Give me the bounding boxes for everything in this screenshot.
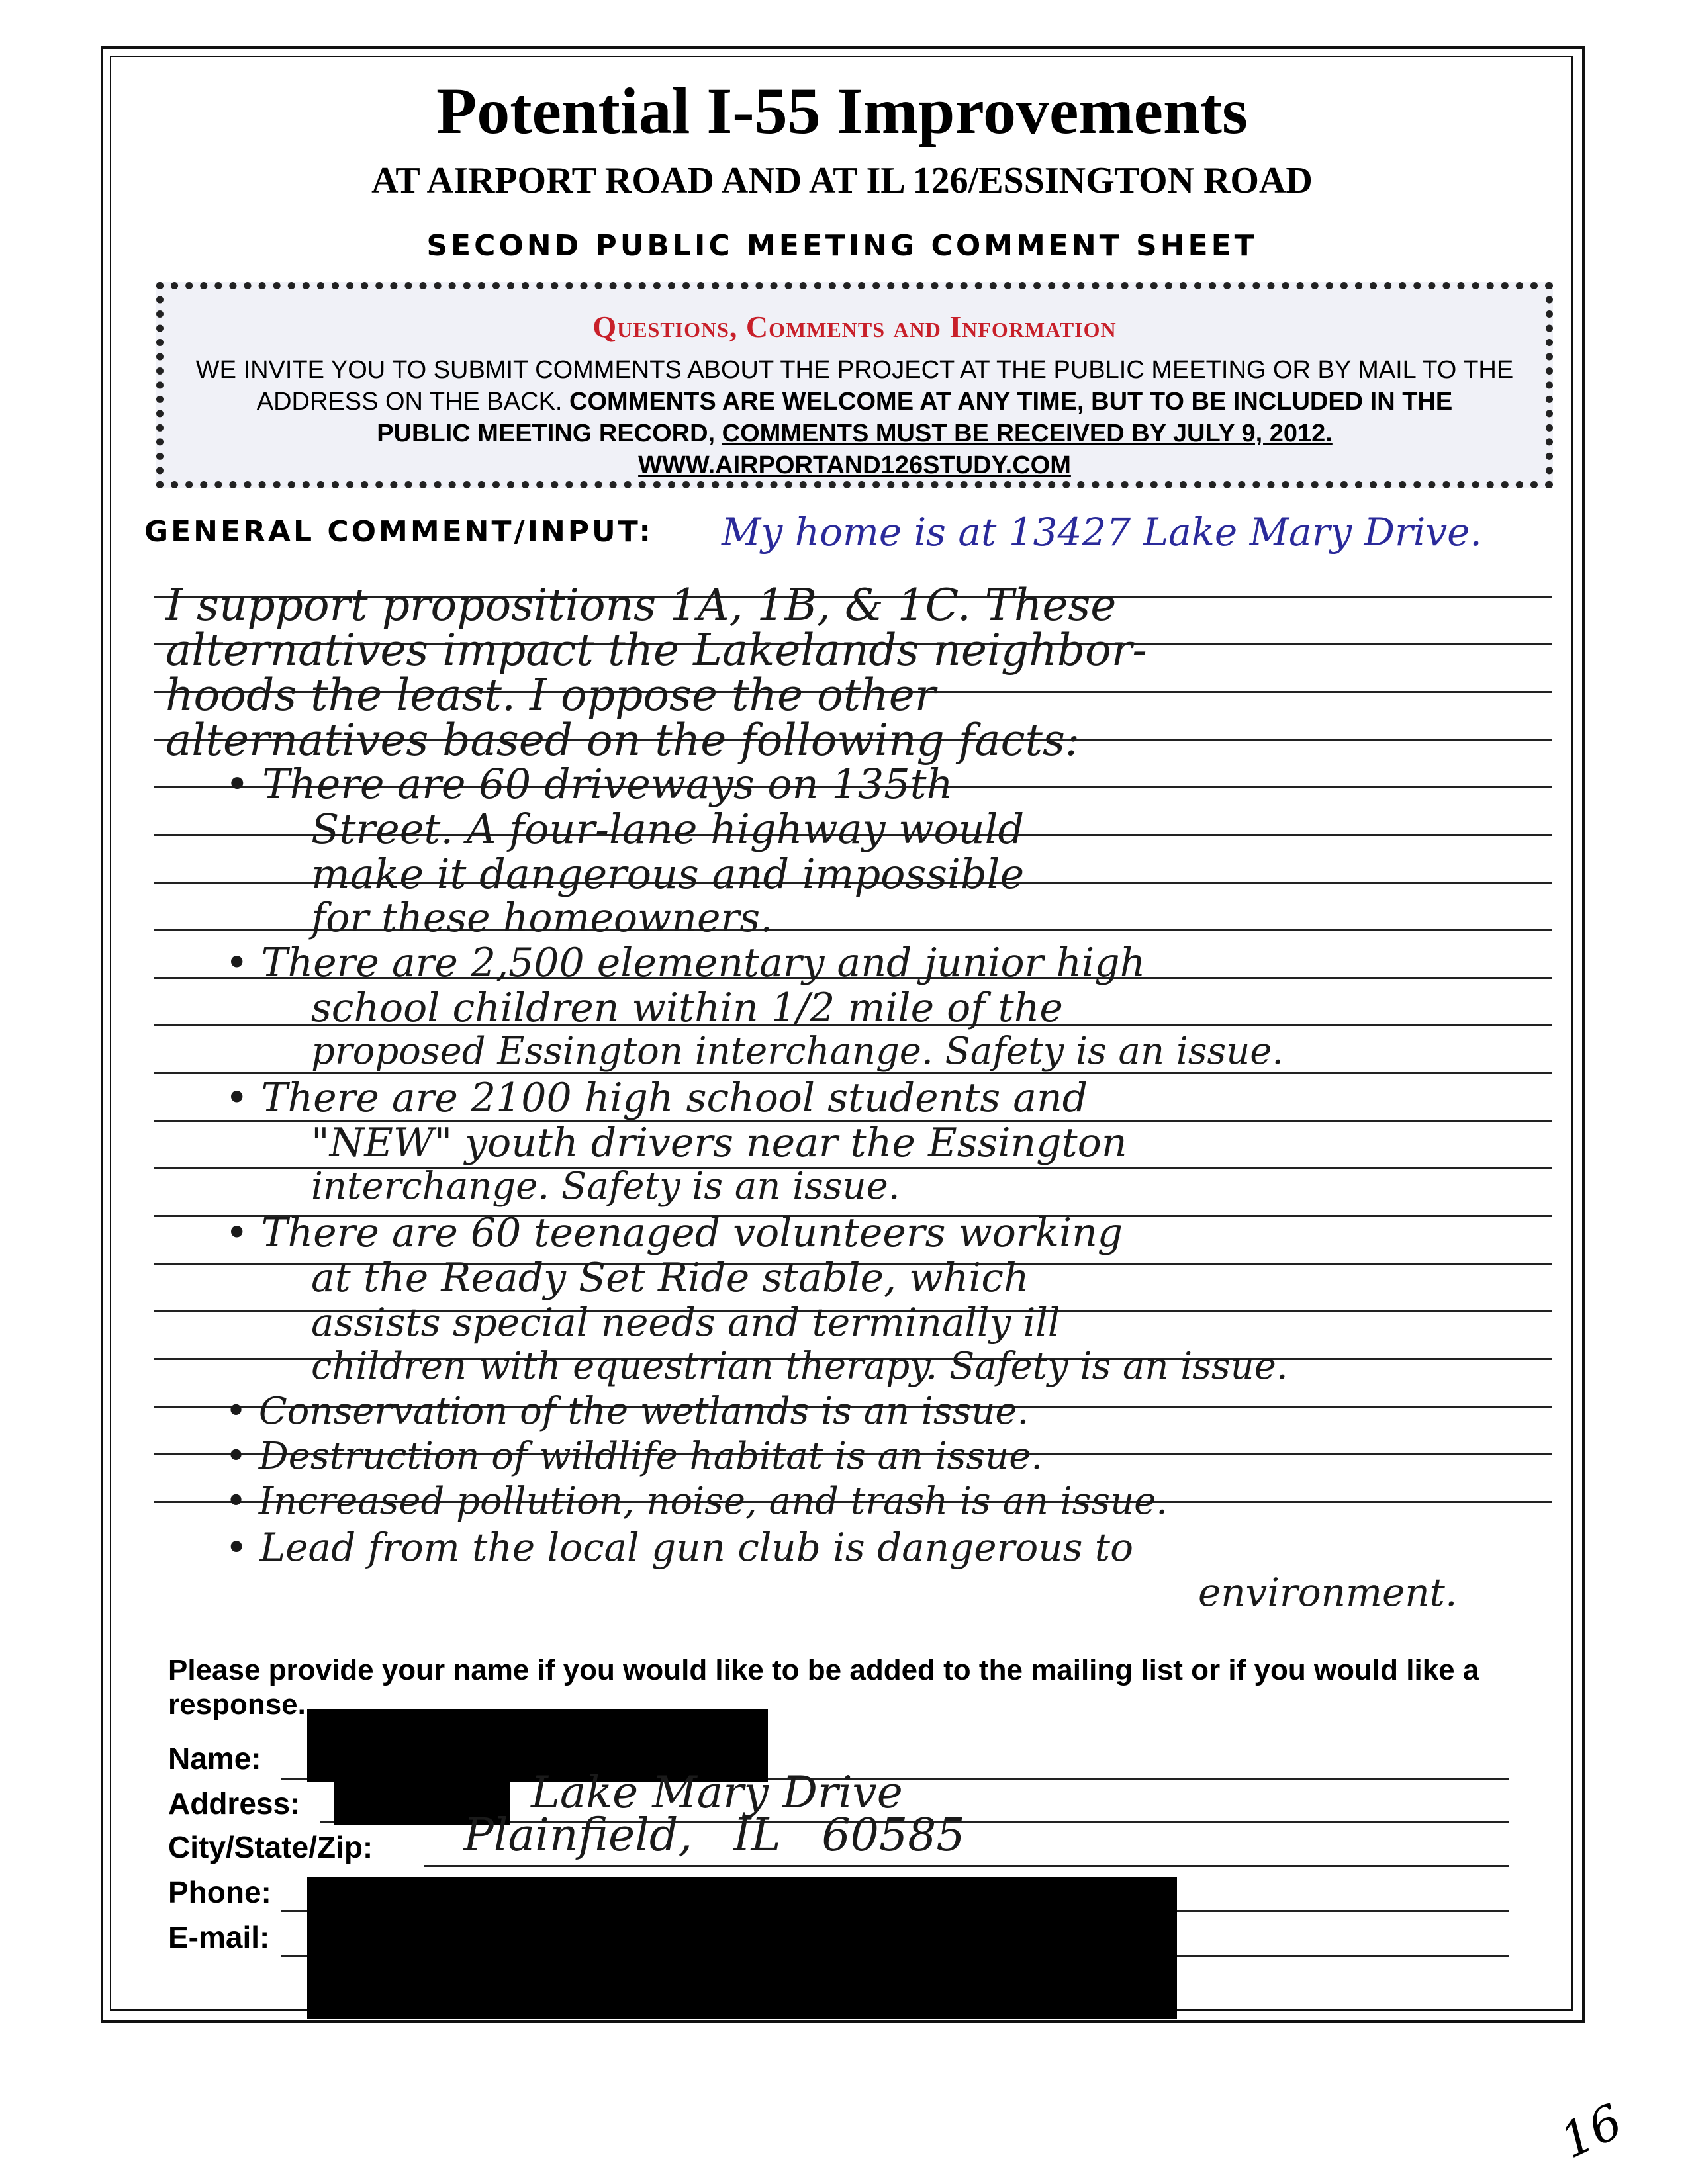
sheet-title: SECOND PUBLIC MEETING COMMENT SHEET bbox=[426, 229, 1258, 263]
deadline-text: COMMENTS MUST BE RECEIVED BY JULY 9, 2012. bbox=[722, 420, 1333, 447]
address-value: Lake Mary Drive bbox=[531, 1767, 903, 1818]
handwritten-comment-line: • There are 2,500 elementary and junior high bbox=[225, 940, 1146, 986]
handwritten-comment-line: school children within 1/2 mile of the bbox=[311, 985, 1063, 1031]
handwritten-comment-line: proposed Essington interchange. Safety is an issue. bbox=[311, 1030, 1284, 1073]
website-link[interactable]: WWW.AIRPORTAND126STUDY.COM bbox=[638, 451, 1071, 479]
handwritten-comment-line: environment. bbox=[1198, 1570, 1458, 1615]
info-line-3 bbox=[190, 418, 1519, 449]
email-label: E-mail: bbox=[168, 1920, 270, 1954]
name-label: Name: bbox=[168, 1741, 261, 1776]
handwritten-comment-line: • There are 60 teenaged volunteers working bbox=[225, 1210, 1123, 1256]
handwritten-comment-line: Street. A four-lane highway would bbox=[311, 805, 1025, 853]
info-line-3a: PUBLIC MEETING RECORD, bbox=[377, 420, 722, 447]
city-state-zip-field[interactable] bbox=[424, 1865, 1509, 1867]
city-state-zip-label: City/State/Zip: bbox=[168, 1830, 373, 1864]
handwritten-comment-line: • There are 2100 high school students and bbox=[225, 1075, 1088, 1121]
provide-instructions: Please provide your name if you would like to be added to the mailing list or if you would like a response. bbox=[168, 1654, 1479, 1721]
handwritten-comment-line: "NEW" youth drivers near the Essington bbox=[311, 1120, 1127, 1166]
info-line-2 bbox=[190, 386, 1519, 418]
handwritten-comment-line: alternatives based on the following facts: bbox=[165, 715, 1080, 766]
info-line-2b: COMMENTS ARE WELCOME AT ANY TIME, BUT TO BE INCLUDED IN THE bbox=[569, 388, 1453, 416]
handwritten-comment-line: children with equestrian therapy. Safety is an issue. bbox=[311, 1345, 1288, 1388]
handwritten-comment-line: assists special needs and terminally ill bbox=[311, 1300, 1060, 1345]
handwritten-comment-line: make it dangerous and impossible bbox=[311, 850, 1025, 898]
info-line-1: WE INVITE YOU TO SUBMIT COMMENTS ABOUT THE PROJECT AT THE PUBLIC MEETING OR BY MAIL TO THE bbox=[195, 356, 1514, 384]
document-title: Potential I-55 Improvements bbox=[436, 74, 1248, 148]
address-label: Address: bbox=[168, 1786, 301, 1821]
handwritten-comment-line: • Conservation of the wetlands is an issue. bbox=[225, 1390, 1029, 1433]
handwritten-comment-line: • There are 60 driveways on 135th bbox=[225, 760, 953, 808]
city-state-zip-value: Plainfield, IL 60585 bbox=[463, 1809, 965, 1862]
handwritten-comment-line: hoods the least. I oppose the other bbox=[165, 670, 936, 721]
handwritten-comment-line: I support propositions 1A, 1B, & 1C. These bbox=[165, 580, 1117, 631]
handwritten-comment-line: for these homeowners. bbox=[311, 895, 773, 941]
handwritten-comment-line: • Destruction of wildlife habitat is an issue. bbox=[225, 1435, 1043, 1478]
handwritten-comment-line: interchange. Safety is an issue. bbox=[311, 1165, 900, 1208]
info-heading: Questions, Comments and Information bbox=[592, 310, 1117, 343]
info-text bbox=[190, 354, 1519, 481]
info-box bbox=[156, 282, 1553, 488]
handwritten-comment-line: • Lead from the local gun club is dangerous to bbox=[225, 1525, 1134, 1570]
page-number: 16 bbox=[1552, 2093, 1631, 2169]
phone-label: Phone: bbox=[168, 1875, 271, 1909]
document-subtitle: AT AIRPORT ROAD AND AT IL 126/ESSINGTON ROAD bbox=[371, 160, 1313, 201]
handwritten-comment-line: alternatives impact the Lakelands neighbor- bbox=[165, 625, 1147, 676]
redaction-block bbox=[307, 1877, 1177, 2019]
handwritten-first-line: My home is at 13427 Lake Mary Drive. bbox=[722, 510, 1482, 555]
handwritten-comment-line: • Increased pollution, noise, and trash is an issue. bbox=[225, 1480, 1168, 1523]
general-comment-label: GENERAL COMMENT/INPUT: bbox=[144, 515, 653, 549]
handwritten-comment-line: at the Ready Set Ride stable, which bbox=[311, 1255, 1029, 1301]
info-line-2a: ADDRESS ON THE BACK. bbox=[256, 388, 570, 416]
